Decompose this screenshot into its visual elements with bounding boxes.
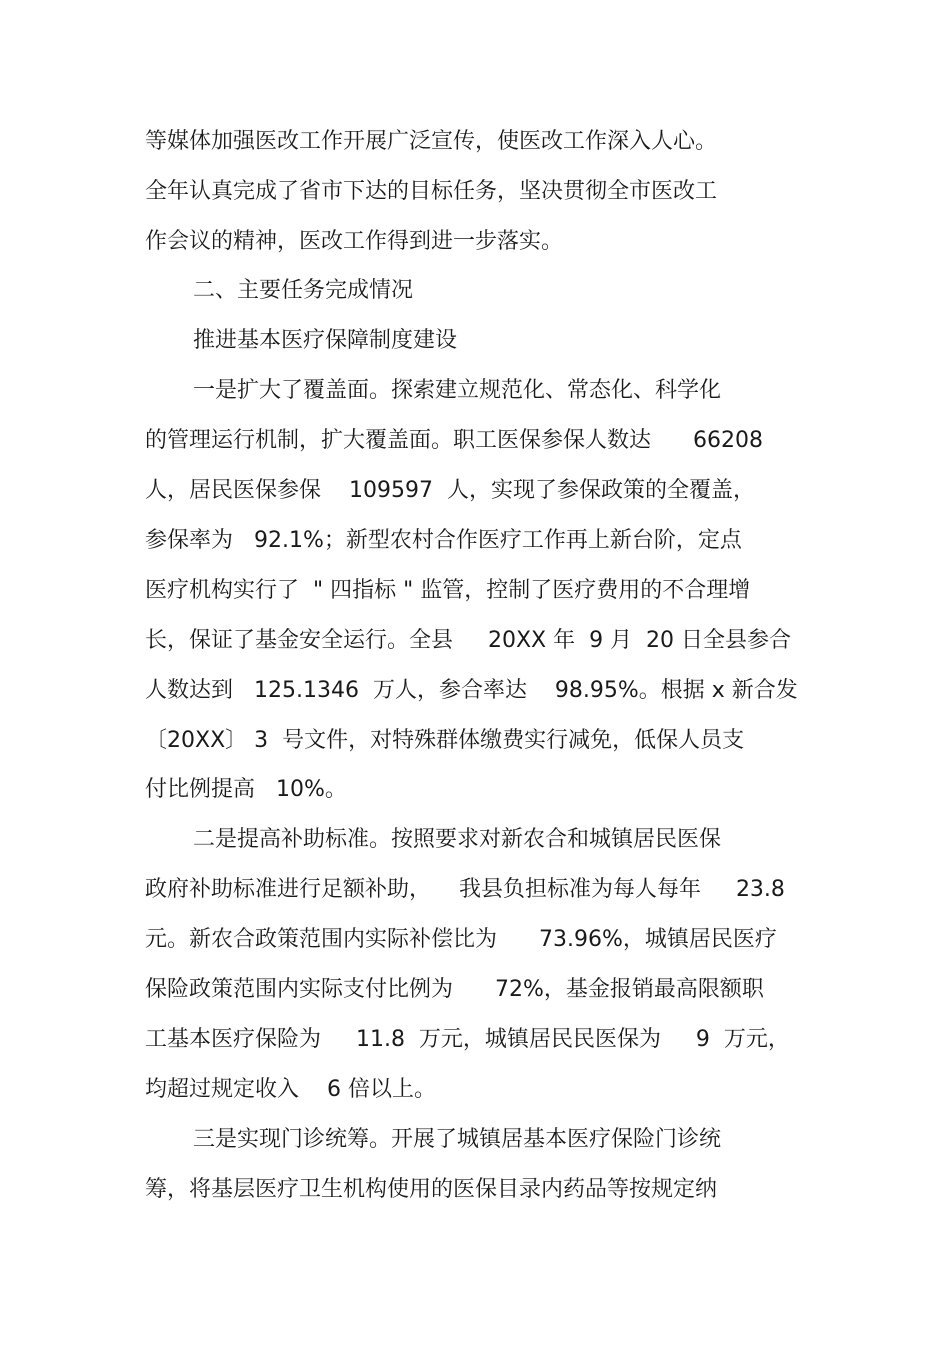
text-line: 政府补助标准进行足额补助， 我县负担标准为每人每年 23.8 xyxy=(145,877,785,902)
text-line: 工基本医疗保险为 11.8 万元，城镇居民民医保为 9 万元， xyxy=(145,1027,790,1052)
text-line: 作会议的精神，医改工作得到进一步落实。 xyxy=(145,229,564,254)
text-line: 元。新农合政策范围内实际补偿比为 73.96%，城镇居民医疗 xyxy=(145,927,777,952)
text-line: 〔20XX〕 3 号文件，对特殊群体缴费实行减免，低保人员支 xyxy=(145,728,745,753)
text-line: 人，居民医保参保 109597 人，实现了参保政策的全覆盖， xyxy=(145,478,755,503)
text-line: 筹，将基层医疗卫生机构使用的医保目录内药品等按规定纳 xyxy=(145,1177,718,1202)
text-line: 均超过规定收入 6 倍以上。 xyxy=(145,1077,436,1102)
section-heading: 二、主要任务完成情况 xyxy=(193,278,414,303)
text-line: 参保率为 92.1%；新型农村合作医疗工作再上新台阶，定点 xyxy=(145,528,742,553)
text-line: 的管理运行机制，扩大覆盖面。职工医保参保人数达 66208 xyxy=(145,428,763,453)
text-line: 付比例提高 10%。 xyxy=(145,777,347,802)
text-line: 医疗机构实行了 " 四指标 " 监管，控制了医疗费用的不合理增 xyxy=(145,578,751,603)
text-line: 等媒体加强医改工作开展广泛宣传，使医改工作深入人心。 xyxy=(145,129,718,154)
paragraph-start: 一是扩大了覆盖面。探索建立规范化、常态化、科学化 xyxy=(193,378,722,403)
subsection-heading: 推进基本医疗保障制度建设 xyxy=(193,328,458,353)
paragraph-start: 二是提高补助标准。按照要求对新农合和城镇居民医保 xyxy=(193,827,722,852)
text-line: 保险政策范围内实际支付比例为 72%，基金报销最高限额职 xyxy=(145,977,764,1002)
text-line: 长，保证了基金安全运行。全县 20XX 年 9 月 20 日全县参合 xyxy=(145,628,792,653)
text-line: 人数达到 125.1346 万人，参合率达 98.95%。根据 x 新合发 xyxy=(145,678,798,703)
paragraph-start: 三是实现门诊统筹。开展了城镇居基本医疗保险门诊统 xyxy=(193,1127,722,1152)
text-line: 全年认真完成了省市下达的目标任务，坚决贯彻全市医改工 xyxy=(145,179,718,204)
